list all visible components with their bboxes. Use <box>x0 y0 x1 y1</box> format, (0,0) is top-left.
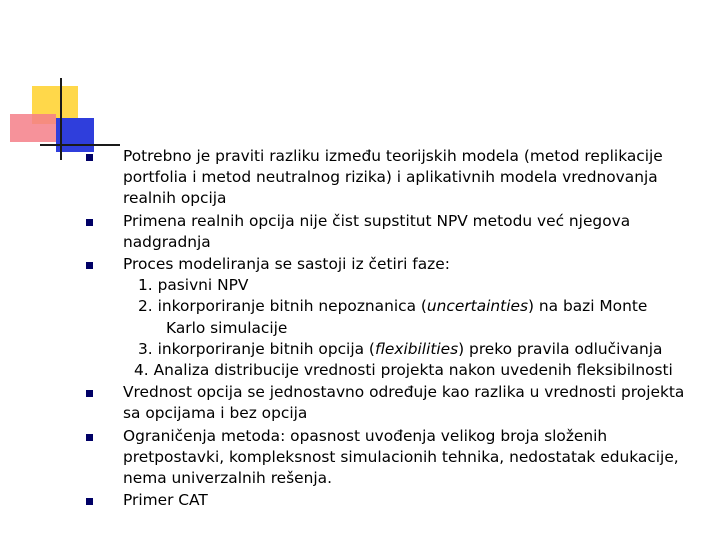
list-item <box>82 211 702 253</box>
list-item-text: Vrednost opcija se jednostavno određuje kao razlika u vrednosti projekta sa opcijama i bez opcija <box>123 383 685 423</box>
list-item-text: Primena realnih opcija nije čist supstitut NPV metodu već njegova nadgradnja <box>123 211 631 251</box>
phase-2-text: 2. inkorporiranje bitnih nepoznanica ( <box>138 297 427 316</box>
phase-3 <box>82 339 702 360</box>
square-bullet-icon <box>86 434 93 441</box>
phase-1-text: 1. pasivni NPV <box>138 276 249 295</box>
square-bullet-icon <box>86 262 93 269</box>
square-bullet-icon <box>86 498 93 505</box>
phase-3-text-end: ) preko pravila odlučivanja <box>458 339 663 358</box>
list-item <box>82 426 702 490</box>
phase-2-italic: uncertainties <box>426 297 528 316</box>
list-item-text: Primer CAT <box>123 491 208 510</box>
phase-3-text: 3. inkorporiranje bitnih opcija ( <box>138 339 375 358</box>
decorative-logo <box>0 0 120 170</box>
vertical-line <box>60 78 62 160</box>
phase-2-continuation <box>82 318 702 339</box>
phase-2-cont-text: Karlo simulacije <box>166 318 288 337</box>
list-item <box>82 490 702 511</box>
list-item <box>82 146 702 210</box>
list-item <box>82 254 702 275</box>
square-bullet-icon <box>86 390 93 397</box>
phase-4 <box>82 360 702 381</box>
list-item-text: Potrebno je praviti razliku između teorijskih modela (metod replikacije portfolia i metod neutralnog rizika) i aplikativnih modela vrednovanja realnih opcija <box>123 147 663 208</box>
slide-body <box>82 146 702 511</box>
phase-4-text: 4. Analiza distribucije vrednosti projekta nakon uvedenih fleksibilnosti <box>134 361 673 380</box>
list-item <box>82 382 702 424</box>
phase-2-text-end: ) na bazi Monte <box>527 297 648 316</box>
square-bullet-icon <box>86 219 93 226</box>
phase-3-italic: flexibilities <box>374 339 459 358</box>
red-square <box>10 114 56 142</box>
square-bullet-icon <box>86 154 93 161</box>
list-item-text: Ograničenja metoda: opasnost uvođenja velikog broja složenih pretpostavki, kompleksnost simulacionih tehnika, nedostatak edukacije, nema univerzalnih rešenja. <box>123 426 679 488</box>
phase-1 <box>82 275 702 296</box>
list-item-text: Proces modeliranja se sastoji iz četiri faze: <box>123 255 450 274</box>
phase-2 <box>82 296 702 317</box>
